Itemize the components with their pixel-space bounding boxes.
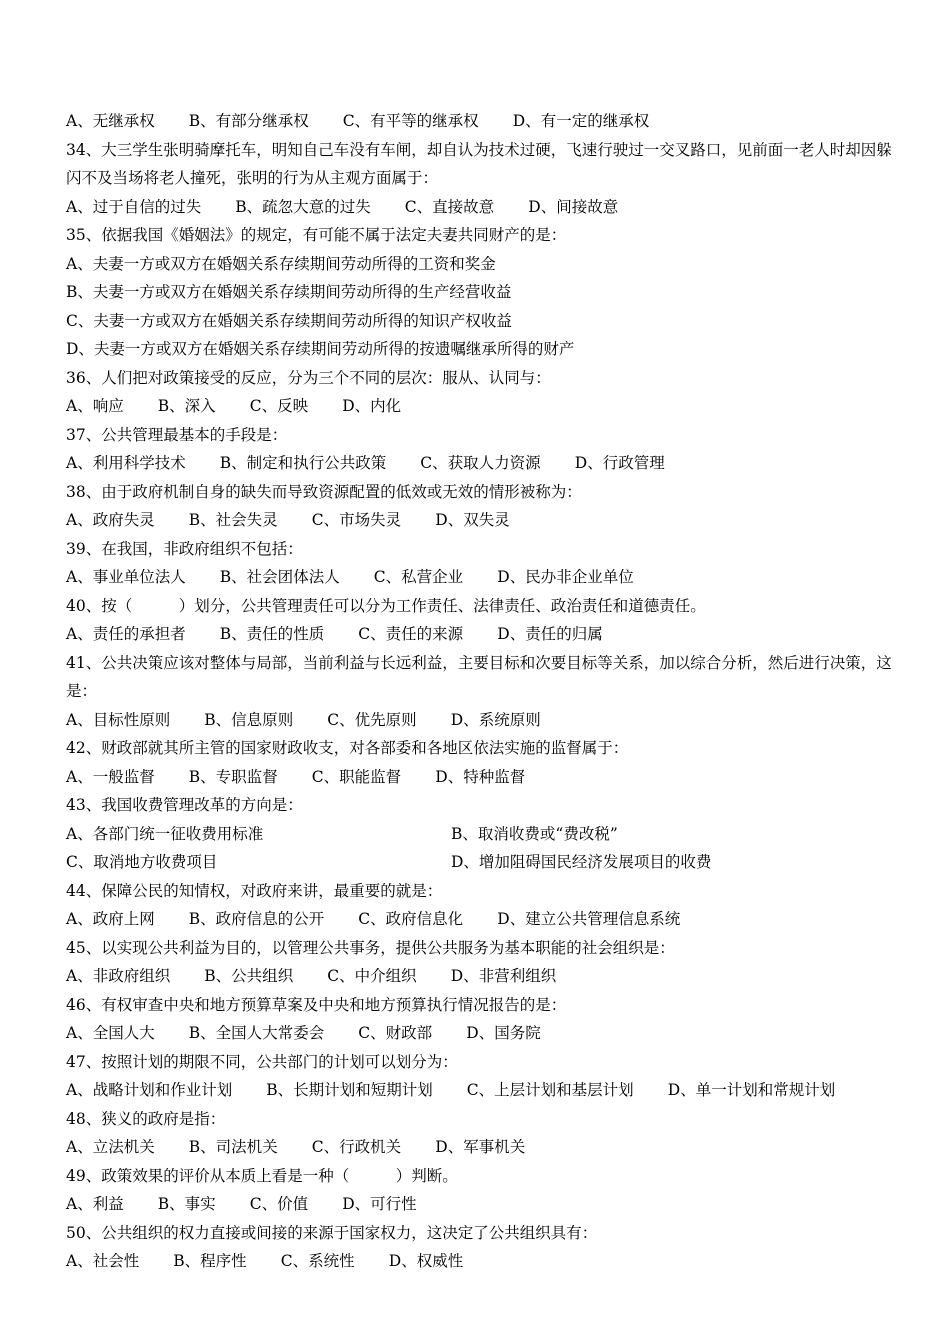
answer-option: B、程序性 <box>173 1252 247 1270</box>
question-text: 44、保障公民的知情权，对政府来讲，最重要的就是： <box>66 881 443 900</box>
answer-option: C、政府信息化 <box>358 910 464 928</box>
answer-option: A、全国人大 <box>66 1024 155 1042</box>
answer-option: A、过于自信的过失 <box>66 197 202 216</box>
answer-option: C、价值 <box>249 1195 309 1213</box>
answer-option: C、财政部 <box>358 1024 433 1042</box>
question-text: C、夫妻一方或双方在婚姻关系存续期间劳动所得的知识产权收益 <box>66 311 512 330</box>
answer-option: D、单一计划和常规计划 <box>667 1081 836 1099</box>
answer-option: B、制定和执行公共政策 <box>219 454 387 472</box>
answer-option: D、建立公共管理信息系统 <box>497 910 681 928</box>
question-text: 40、按（ ）划分，公共管理责任可以分为工作责任、法律责任、政治责任和道德责任。 <box>66 596 706 615</box>
answer-options <box>66 905 896 934</box>
question-text: 34、大三学生张明骑摩托车，明知自己车没有车闸，却自认为技术过硬，飞速行驶过一交叉路口，见前面一老人时却因躲闪不及当场将老人撞死，张明的行为从主观方面属于： <box>66 140 892 187</box>
answer-option: A、非政府组织 <box>66 967 171 985</box>
answer-options <box>66 1133 896 1162</box>
question-text: 37、公共管理最基本的手段是： <box>66 425 288 444</box>
answer-option: C、职能监督 <box>311 767 402 786</box>
answer-options <box>66 449 896 478</box>
answer-options <box>66 620 896 649</box>
answer-option: A、各部门统一征收费用标准 <box>66 824 264 843</box>
answer-option: B、公共组织 <box>204 967 294 985</box>
answer-option: D、可行性 <box>342 1195 417 1213</box>
question-text: 35、依据我国《婚姻法》的规定，有可能不属于法定夫妻共同财产的是： <box>66 226 567 244</box>
answer-options <box>66 763 896 792</box>
question-text: 46、有权审查中央和地方预算草案及中央和地方预算执行情况报告的是： <box>66 995 567 1014</box>
answer-option: D、军事机关 <box>435 1138 526 1156</box>
answer-option: D、内化 <box>342 397 402 415</box>
answer-options <box>66 1019 896 1048</box>
question-text: 50、公共组织的权力直接或间接的来源于国家权力，这决定了公共组织具有： <box>66 1223 598 1242</box>
answer-option: C、系统性 <box>280 1252 355 1270</box>
question-text: B、夫妻一方或双方在婚姻关系存续期间劳动所得的生产经营收益 <box>66 283 512 301</box>
question-text: 36、人们把对政策接受的反应，分为三个不同的层次：服从、认同与： <box>66 368 551 387</box>
answer-options <box>66 506 896 535</box>
answer-option: B、社会团体法人 <box>219 568 340 586</box>
answer-option: B、有部分继承权 <box>188 112 309 130</box>
answer-option: B、政府信息的公开 <box>188 910 325 928</box>
answer-options <box>66 962 896 991</box>
answer-options <box>66 107 896 136</box>
answer-option: A、响应 <box>66 397 124 415</box>
question-text: A、夫妻一方或双方在婚姻关系存续期间劳动所得的工资和奖金 <box>66 254 496 273</box>
answer-option: C、有平等的继承权 <box>342 112 479 130</box>
answer-option: A、一般监督 <box>66 767 155 786</box>
answer-options <box>66 706 896 735</box>
answer-options <box>66 193 896 222</box>
answer-option: D、双失灵 <box>435 511 510 529</box>
answer-option: C、中介组织 <box>327 967 417 985</box>
answer-option: A、目标性原则 <box>66 710 171 729</box>
answer-options <box>66 563 896 592</box>
answer-option: D、民办非企业单位 <box>497 568 634 586</box>
answer-option: A、无继承权 <box>66 112 155 130</box>
answer-option: A、利益 <box>66 1195 124 1213</box>
answer-option: D、行政管理 <box>574 454 665 472</box>
answer-option: C、私营企业 <box>373 568 464 586</box>
question-text: 49、政策效果的评价从本质上看是一种（ ）判断。 <box>66 1166 458 1185</box>
answer-option: C、反映 <box>249 397 309 415</box>
answer-option: D、责任的归属 <box>497 625 603 643</box>
answer-option: A、政府上网 <box>66 910 155 928</box>
question-text: 43、我国收费管理改革的方向是： <box>66 796 303 814</box>
question-text: 39、在我国，非政府组织不包括： <box>66 539 303 558</box>
answer-option: B、信息原则 <box>204 710 294 729</box>
answer-option: B、深入 <box>157 397 216 415</box>
answer-option: D、权威性 <box>388 1252 464 1270</box>
question-text: 38、由于政府机制自身的缺失而导致资源配置的低效或无效的情形被称为： <box>66 482 582 501</box>
answer-options <box>66 1247 896 1276</box>
answer-option: B、责任的性质 <box>219 625 325 643</box>
answer-option: C、行政机关 <box>311 1138 402 1156</box>
answer-option: B、专职监督 <box>188 767 278 786</box>
question-text: 45、以实现公共利益为目的，以管理公共事务，提供公共服务为基本职能的社会组织是： <box>66 938 675 957</box>
answer-option: C、上层计划和基层计划 <box>466 1081 634 1099</box>
answer-option: D、国务院 <box>466 1024 541 1042</box>
answer-option: C、取消地方收费项目 <box>66 853 218 871</box>
answer-options <box>66 392 896 421</box>
answer-option: C、优先原则 <box>327 710 417 729</box>
exam-page <box>66 107 896 1276</box>
answer-option: D、非营利组织 <box>450 967 557 985</box>
question-text: D、夫妻一方或双方在婚姻关系存续期间劳动所得的按遗嘱继承所得的财产 <box>66 340 575 358</box>
answer-option: D、系统原则 <box>450 710 541 729</box>
question-text: 47、按照计划的期限不同，公共部门的计划可以划分为： <box>66 1052 458 1071</box>
question-text: 41、公共决策应该对整体与局部，当前利益与长远利益，主要目标和次要目标等关系，加以综合分析，然后进行决策，这是： <box>66 653 892 700</box>
answer-option: D、特种监督 <box>435 767 526 786</box>
answer-option: C、市场失灵 <box>311 511 402 529</box>
answer-option: D、间接故意 <box>528 197 619 216</box>
answer-option: A、责任的承担者 <box>66 625 186 643</box>
answer-option: A、事业单位法人 <box>66 568 186 586</box>
answer-option: B、取消收费或“费改税” <box>451 824 618 843</box>
answer-option: B、疏忽大意的过失 <box>235 197 371 216</box>
answer-option: A、社会性 <box>66 1252 140 1270</box>
answer-option: A、利用科学技术 <box>66 454 186 472</box>
answer-option: A、战略计划和作业计划 <box>66 1081 233 1099</box>
answer-options <box>66 848 896 877</box>
question-text: 42、财政部就其所主管的国家财政收支，对各部委和各地区依法实施的监督属于： <box>66 739 629 757</box>
answer-option: D、增加阻碍国民经济发展项目的收费 <box>451 853 712 871</box>
answer-option: A、立法机关 <box>66 1138 155 1156</box>
answer-options <box>66 1076 896 1105</box>
answer-option: C、获取人力资源 <box>420 454 541 472</box>
question-text: 48、狭义的政府是指： <box>66 1109 226 1128</box>
answer-option: B、司法机关 <box>188 1138 278 1156</box>
answer-option: C、责任的来源 <box>358 625 464 643</box>
answer-option: D、有一定的继承权 <box>512 112 650 130</box>
answer-option: C、直接故意 <box>404 197 495 216</box>
answer-options <box>66 820 896 849</box>
answer-options <box>66 1190 896 1219</box>
answer-option: B、事实 <box>157 1195 216 1213</box>
answer-option: B、社会失灵 <box>188 511 278 529</box>
answer-option: B、全国人大常委会 <box>188 1024 325 1042</box>
answer-option: A、政府失灵 <box>66 511 155 529</box>
answer-option: B、长期计划和短期计划 <box>266 1081 433 1099</box>
